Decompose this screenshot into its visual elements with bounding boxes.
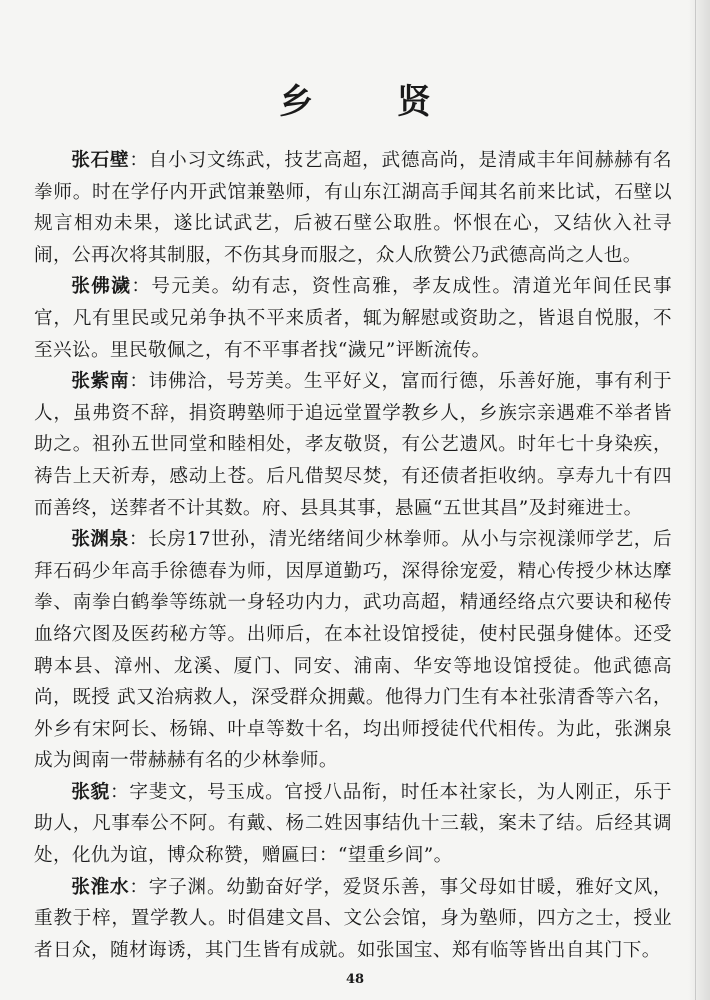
entry-text: ：号元美。幼有志，资性高雅，孝友成性。清道光年间任民事官，凡有里民或兄弟争执不平来质者，辄为解慰或资助之，皆退自悦服，不至兴讼。里民敬佩之，有不平事者找“濊兄”评断流传。 <box>34 276 672 361</box>
entry-zhang-yuanquan <box>34 524 672 777</box>
body-text <box>34 145 672 966</box>
entry-zhang-huaishui <box>34 872 672 967</box>
page-title: 乡 贤 <box>279 82 467 122</box>
entry-zhang-mao <box>34 777 672 872</box>
entry-name: 张貌 <box>71 781 110 803</box>
entry-text: ：自小习文练武，技艺高超，武德高尚，是清咸丰年间赫赫有名拳师。时在学仔内开武馆兼塾师，有山东江湖高手闻其名前来比试，石壁以规言相劝未果，遂比试武艺，后被石壁公取胜。怀恨在心，又结伙入社寻闹，公再次将其制服，不伤其身而服之，众人欣赞公乃武德高尚之人也。 <box>34 150 673 266</box>
entry-text: ：字斐文，号玉成。官授八品衔，时任本社家长，为人刚正，乐于助人，凡事奉公不阿。有戴、杨二姓因事结仇十三载，案未了结。后经其调处，化仇为谊，博众称赞，赠匾曰：“望重乡闾”。 <box>34 781 672 867</box>
entry-zhang-shibi <box>34 145 672 271</box>
entry-text: ：长房17世孙，清光绪绪间少林拳师。从小与宗视漾师学艺，后拜石码少年高手徐德春为师，因厚道勤巧，深得徐宠爱，精心传授少林达摩拳、南拳白鹤拳等练就一身轻功内力，武功高超，精通经络点穴要诀和秘传血络穴图及医药秘方等。出师后，在本社设馆授徒，使村民强身健体。还受聘本县、漳州、龙溪、厦门、同安、浦南、华安等地设馆授徒。他武德高尚，既授 武又治病救人，深受群众拥戴。他得力门生有本社张清香等六名，外乡有宋阿长、杨锦、叶卓等数十名，均出师授徒代代相传。为此，张渊泉成为闽南一带赫赫有名的少林拳师。 <box>34 529 672 772</box>
entry-name: 张渊泉 <box>71 529 129 551</box>
scan-line <box>695 0 696 1000</box>
page-number: 48 <box>345 972 365 987</box>
entry-text: ：字子渊。幼勤奋好学，爱贤乐善，事父母如甘暖，雅好文风，重教于梓，置学教人。时倡建文昌、文公会馆，身为塾师，四方之士，授业者日众，随材诲诱，其门生皆有成就。如张国宝、郑有临等皆出自其门下。 <box>34 876 673 961</box>
entry-name: 张紫南 <box>71 371 130 393</box>
entry-zhang-zinan <box>34 366 672 524</box>
entry-name: 张石壁 <box>71 150 130 171</box>
entry-zhang-fohui <box>34 271 672 366</box>
entry-name: 张淮水 <box>71 876 130 898</box>
entry-name: 张佛濊 <box>71 276 132 298</box>
entry-text: ：讳佛洽，号芳美。生平好义，富而行德，乐善好施，事有利于人，虽弗资不辞，捐资聘塾师于追远堂置学教乡人，乡族宗亲遇难不举者皆助之。祖孙五世同堂和睦相处，孝友敬贤，有公艺遗风。时年七十身染疾，祷告上天祈寿，感动上苍。后凡借契尽焚，有还债者拒收纳。享寿九十有四而善终，送葬者不计其数。府、县具其事，悬匾“五世其昌”及封雍进士。 <box>34 371 673 519</box>
scan-shadow <box>688 0 710 1000</box>
